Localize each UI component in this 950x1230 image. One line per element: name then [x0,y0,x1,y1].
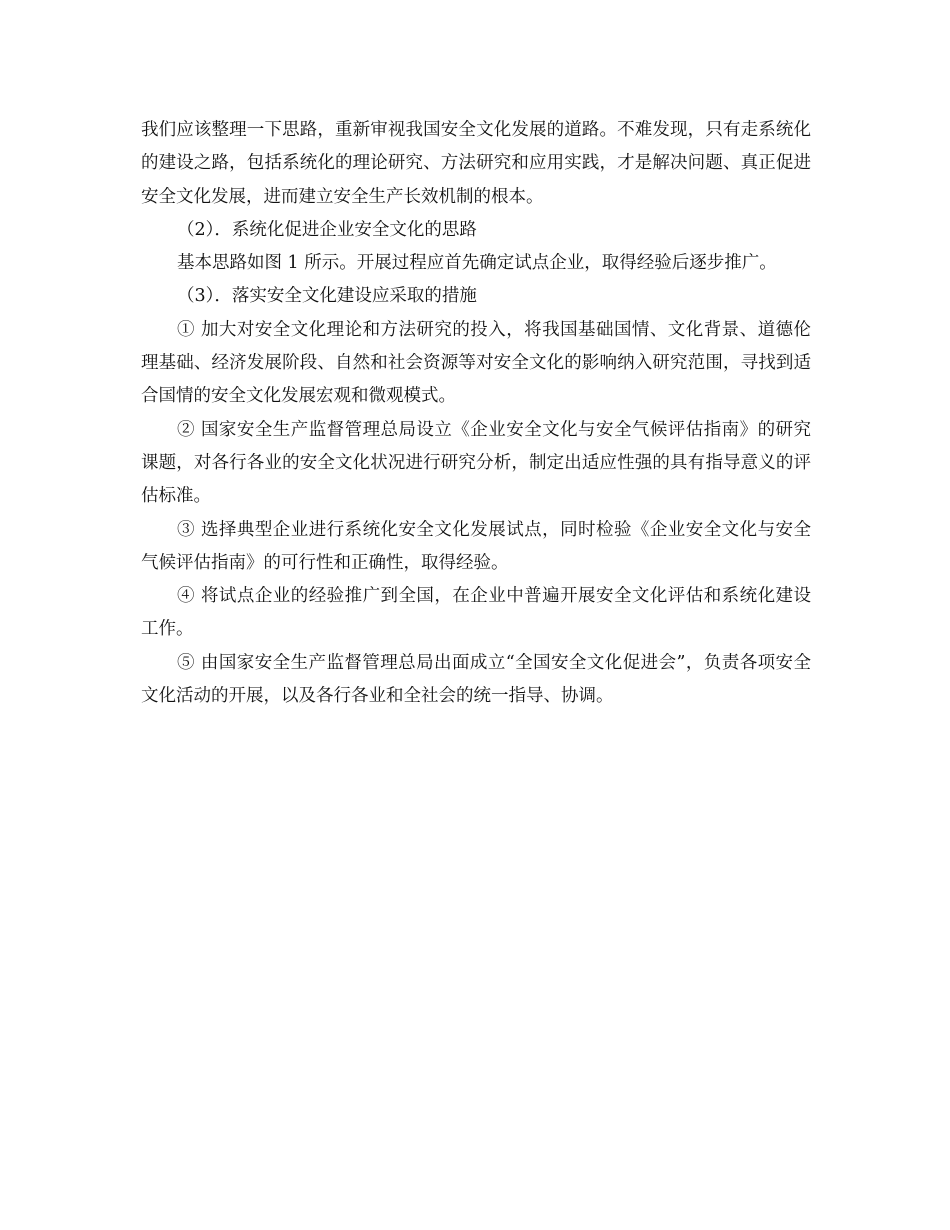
measure-item-1: ① 加大对安全文化理论和方法研究的投入，将我国基础国情、文化背景、道德伦理基础、经济发展阶段、自然和社会资源等对安全文化的影响纳入研究范围，寻找到适合国情的安全文化发展宏观和微观模式。 [141,319,811,407]
measure-item-3: ③ 选择典型企业进行系统化安全文化发展试点，同时检验《企业安全文化与安全气候评估指南》的可行性和正确性，取得经验。 [141,519,811,573]
document-body [141,114,811,713]
measure-item-4: ④ 将试点企业的经验推广到全国，在企业中普遍开展安全文化评估和系统化建设工作。 [141,586,811,640]
intro-paragraph: 我们应该整理一下思路，重新审视我国安全文化发展的道路。不难发现，只有走系统化的建设之路，包括系统化的理论研究、方法研究和应用实践，才是解决问题、真正促进安全文化发展，进而建立安全生产长效机制的根本。 [141,120,811,207]
section-heading-2: （2）．系统化促进企业安全文化的思路 [177,219,477,240]
measure-item-2: ② 国家安全生产监督管理总局设立《企业安全文化与安全气候评估指南》的研究课题，对各行各业的安全文化状况进行研究分析，制定出适应性强的具有指导意义的评估标准。 [141,419,811,507]
basic-idea-paragraph: 基本思路如图 1 所示。开展过程应首先确定试点企业，取得经验后逐步推广。 [177,253,777,274]
section-heading-3: （3）．落实安全文化建设应采取的措施 [177,286,477,307]
measure-item-5: ⑤ 由国家安全生产监督管理总局出面成立“全国安全文化促进会”，负责各项安全文化活动的开展，以及各行各业和全社会的统一指导、协调。 [141,652,811,707]
